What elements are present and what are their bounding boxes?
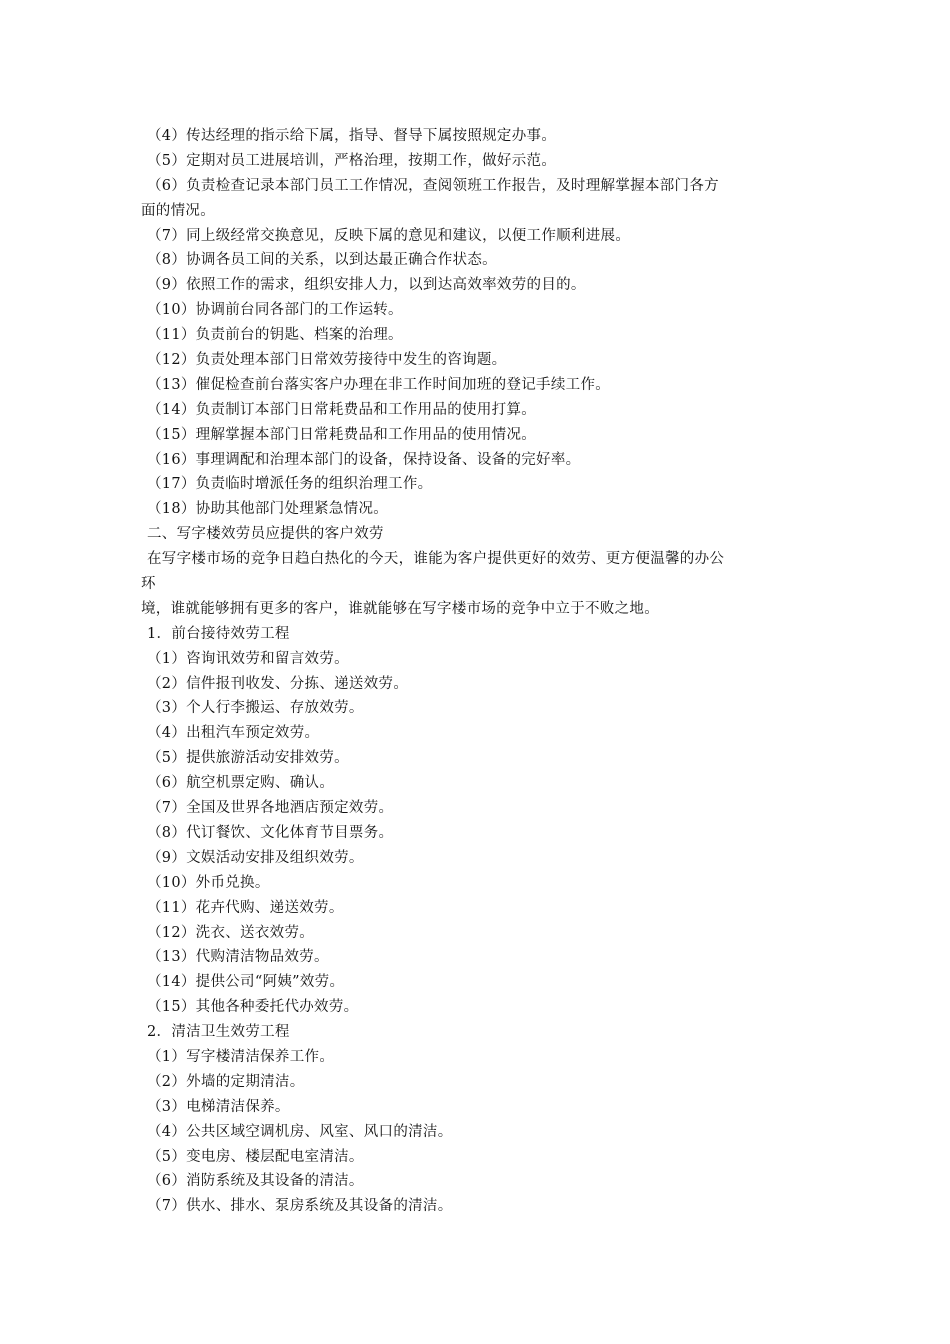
document-body (141, 124, 813, 1219)
list-item: （5）变电房、楼层配电室清洁。 (147, 1148, 364, 1165)
list-item: （4）传达经理的指示给下属，指导、督导下属按照规定办事。 (147, 128, 557, 144)
paragraph-continuation: 境，谁就能够拥有更多的客户，谁就能够在写字楼市场的竞争中立于不败之地。 (141, 600, 659, 617)
list-item: （14）负责制订本部门日常耗费品和工作用品的使用打算。 (147, 401, 537, 418)
list-item: （4）公共区域空调机房、风室、风口的清洁。 (147, 1123, 453, 1140)
list-item: （6）航空机票定购、确认。 (147, 775, 335, 792)
list-item: （8）协调各员工间的关系，以到达最正确合作状态。 (147, 252, 497, 269)
subsection-heading: 1．前台接待效劳工程 (147, 625, 290, 642)
paragraph-continuation: 环 (141, 576, 156, 593)
list-item: （6）消防系统及其设备的清洁。 (147, 1173, 364, 1190)
section-heading: 二、写字楼效劳员应提供的客户效劳 (147, 526, 384, 543)
list-item: （3）个人行李搬运、存放效劳。 (147, 700, 364, 717)
list-item: （1）咨询讯效劳和留言效劳。 (147, 650, 349, 667)
list-item: （16）事理调配和治理本部门的设备，保持设备、设备的完好率。 (147, 451, 581, 468)
list-item: （2）信件报刊收发、分拣、递送效劳。 (147, 675, 409, 692)
list-item: （11）负责前台的钥匙、档案的治理。 (147, 327, 403, 344)
list-item: （13）催促检查前台落实客户办理在非工作时间加班的登记手续工作。 (147, 376, 611, 393)
list-item: （15）其他各种委托代办效劳。 (147, 999, 359, 1016)
list-item: （10）外币兑换。 (147, 874, 270, 891)
list-item: （7）同上级经常交换意见，反映下属的意见和建议，以便工作顺利进展。 (147, 227, 631, 244)
list-item: （2）外墙的定期清洁。 (147, 1073, 305, 1090)
paragraph: 在写字楼市场的竞争日趋白热化的今天，谁能为客户提供更好的效劳、更方便温馨的办公 (147, 551, 725, 568)
list-item: （9）文娱活动安排及组织效劳。 (147, 849, 364, 866)
list-item: （7）全国及世界各地酒店预定效劳。 (147, 800, 394, 817)
subsection-heading: 2．清洁卫生效劳工程 (147, 1024, 290, 1041)
list-item: （18）协助其他部门处理紧急情况。 (147, 501, 389, 518)
list-item: （15）理解掌握本部门日常耗费品和工作用品的使用情况。 (147, 426, 537, 443)
list-item: （3）电梯清洁保养。 (147, 1098, 290, 1115)
list-item: （12）负责处理本部门日常效劳接待中发生的咨询题。 (147, 352, 507, 369)
list-item: （11）花卉代购、递送效劳。 (147, 899, 344, 916)
list-item: （10）协调前台同各部门的工作运转。 (147, 302, 403, 319)
list-item: （1）写字楼清洁保养工作。 (147, 1048, 335, 1065)
list-item: （7）供水、排水、泵房系统及其设备的清洁。 (147, 1198, 453, 1215)
list-item: （5）提供旅游活动安排效劳。 (147, 750, 349, 767)
list-item: （12）洗衣、送衣效劳。 (147, 924, 315, 941)
list-item: （5）定期对员工进展培训，严格治理，按期工作，做好示范。 (147, 152, 557, 169)
list-item: （17）负责临时增派任务的组织治理工作。 (147, 476, 433, 493)
list-item: （9）依照工作的需求，组织安排人力，以到达高效率效劳的目的。 (147, 277, 586, 294)
list-item: （4）出租汽车预定效劳。 (147, 725, 320, 742)
list-item: （14）提供公司“阿姨”效劳。 (147, 974, 345, 991)
list-item: （13）代购清洁物品效劳。 (147, 949, 329, 966)
list-item: （6）负责检查记录本部门员工工作情况，查阅领班工作报告，及时理解掌握本部门各方 (147, 177, 719, 194)
list-item: （8）代订餐饮、文化体育节目票务。 (147, 824, 394, 841)
list-item-continuation: 面的情况。 (141, 202, 215, 219)
